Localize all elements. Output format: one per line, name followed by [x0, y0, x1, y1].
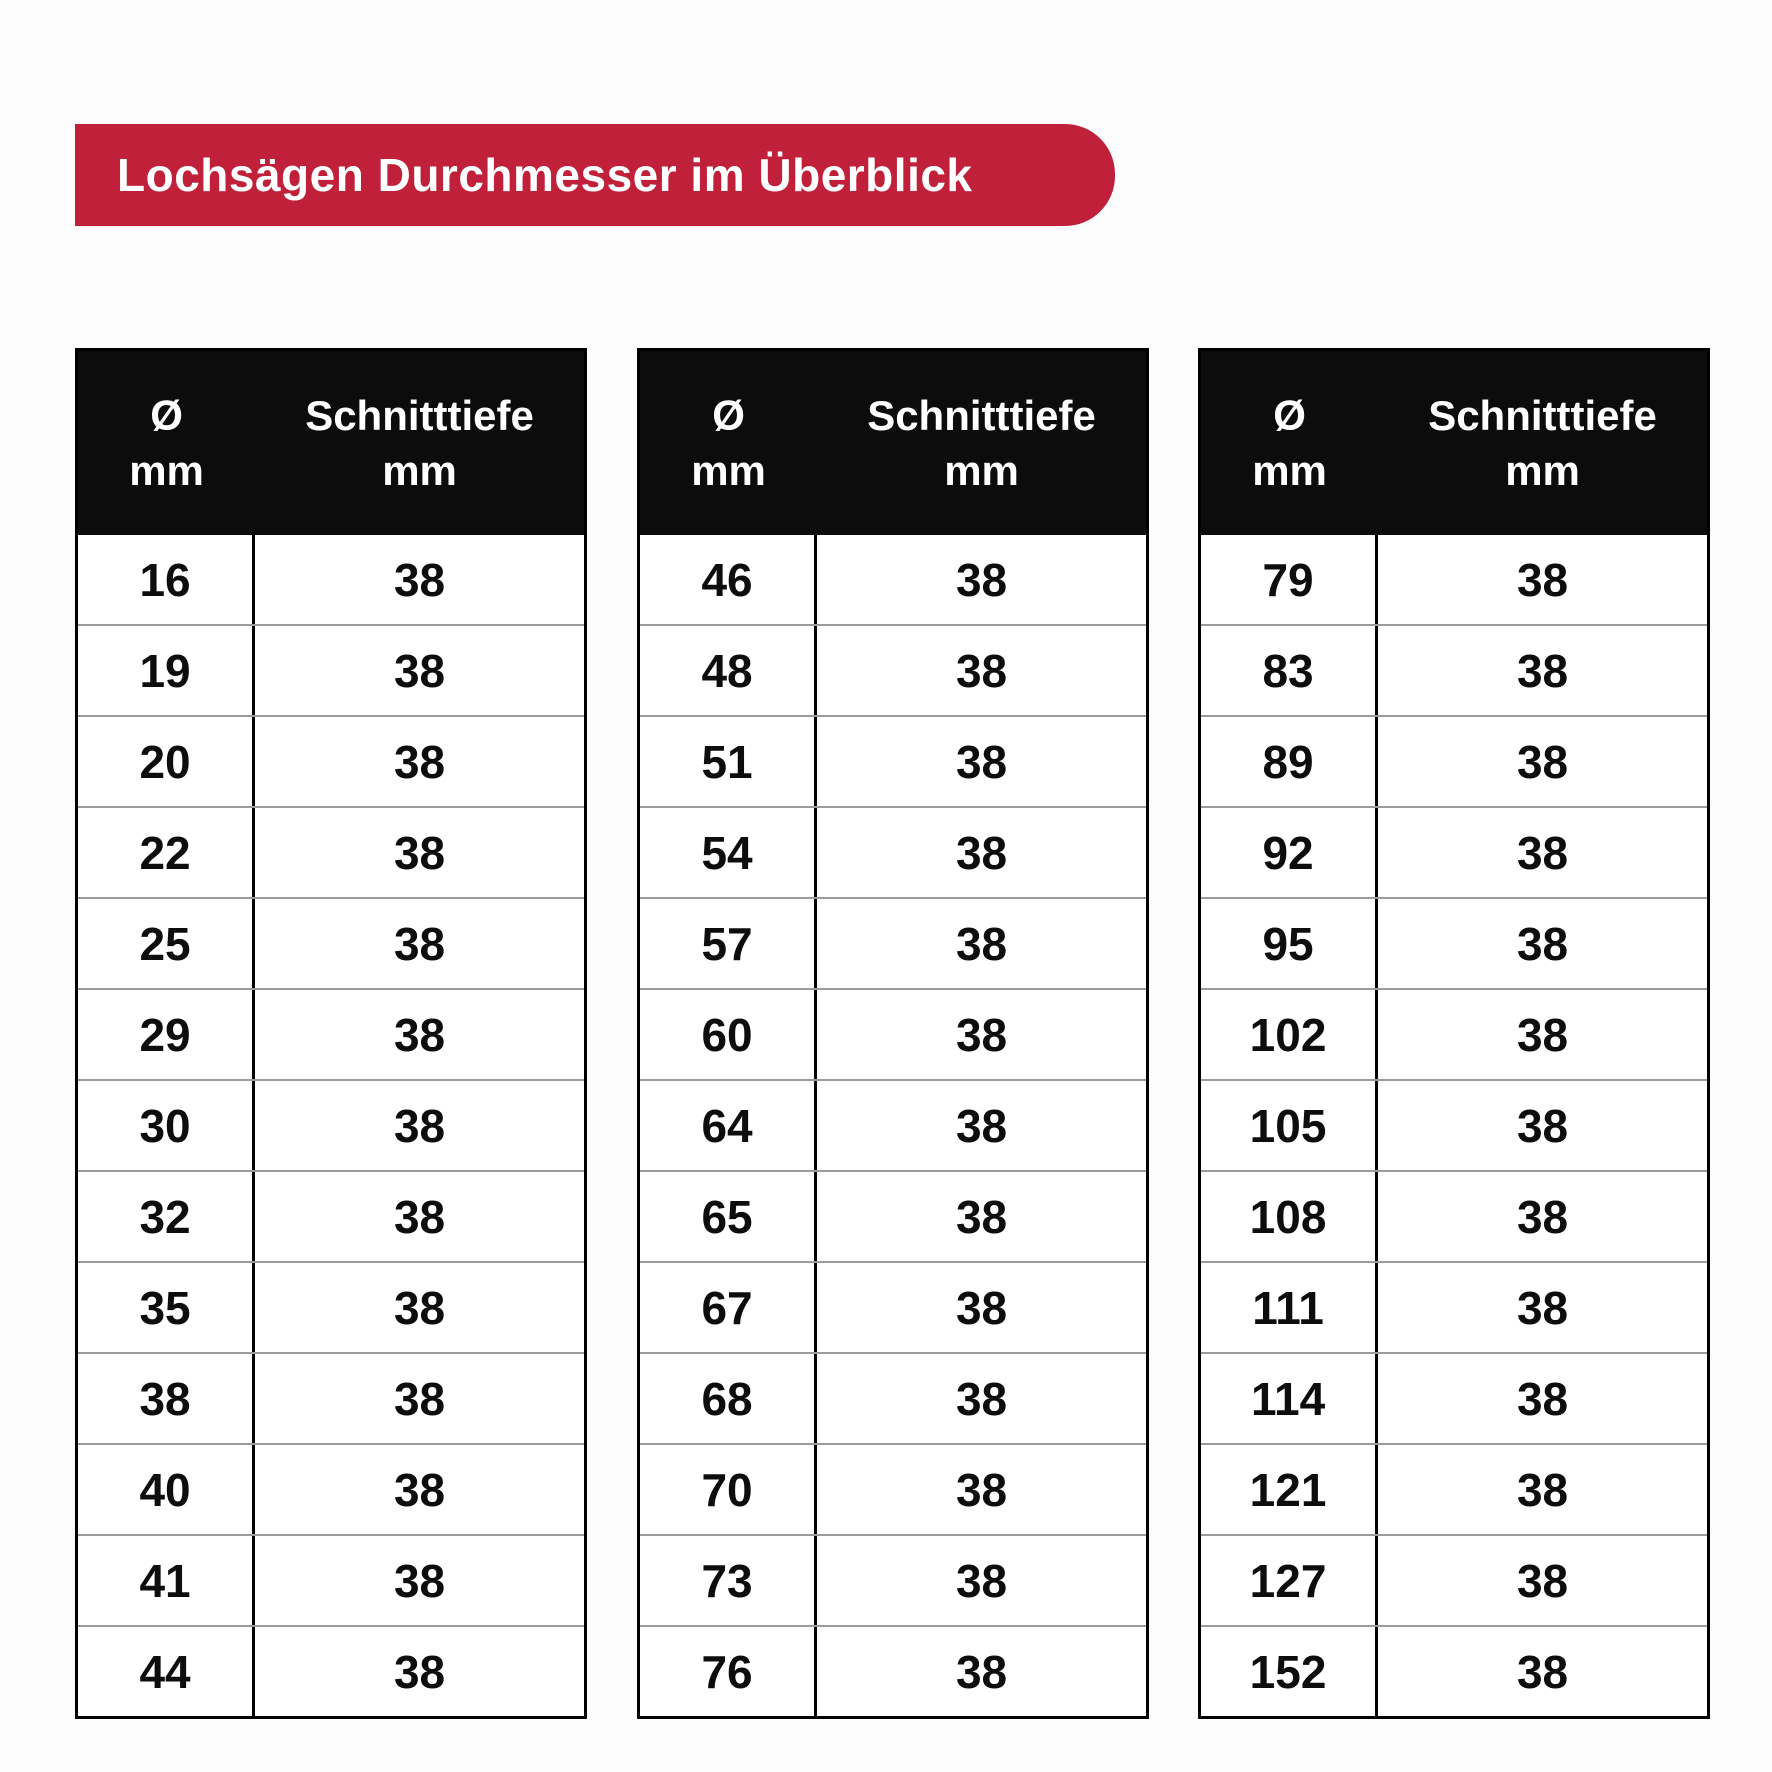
- table-row: [1201, 806, 1707, 897]
- cutting-depth-value: 38: [955, 1645, 1008, 1698]
- diameter-value: 22: [78, 808, 255, 897]
- diameter-value: 48: [640, 626, 817, 715]
- table-row: [1201, 1534, 1707, 1625]
- table-row: [1201, 1261, 1707, 1352]
- diameter-value: 79: [1201, 535, 1378, 624]
- diameter-value: 29: [78, 990, 255, 1079]
- diameter-value: 60: [640, 990, 817, 1079]
- cutting-depth-value: 38: [955, 1008, 1008, 1061]
- table-row: [640, 1261, 1146, 1352]
- cutting-depth-label: Schnitttiefe: [1428, 391, 1657, 439]
- cutting-depth-column-header: [817, 351, 1146, 535]
- table-row: [640, 988, 1146, 1079]
- table-row: [78, 1534, 584, 1625]
- table-row: [1201, 715, 1707, 806]
- table-row: [78, 715, 584, 806]
- table-row: [640, 1534, 1146, 1625]
- table-row: [1201, 1443, 1707, 1534]
- table-row: [640, 806, 1146, 897]
- cutting-depth-value: 38: [393, 735, 446, 788]
- cutting-depth-value: 38: [955, 1554, 1008, 1607]
- diameter-symbol: Ø: [712, 391, 745, 439]
- cutting-depth-value: 38: [1516, 1372, 1569, 1425]
- cutting-depth-value: 38: [955, 735, 1008, 788]
- table-header: [640, 351, 1146, 535]
- diameter-value: 65: [640, 1172, 817, 1261]
- table-row: [78, 535, 584, 624]
- diameter-value: 57: [640, 899, 817, 988]
- cutting-depth-value: 38: [393, 1281, 446, 1334]
- table-row: [640, 897, 1146, 988]
- cutting-depth-value: 38: [1516, 1190, 1569, 1243]
- table-row: [1201, 535, 1707, 624]
- cutting-depth-value: 38: [955, 826, 1008, 879]
- table-row: [1201, 1170, 1707, 1261]
- table-body: [640, 535, 1146, 1716]
- table-row: [1201, 1079, 1707, 1170]
- table-row: [78, 624, 584, 715]
- diameter-value: 70: [640, 1445, 817, 1534]
- diameter-value: 41: [78, 1536, 255, 1625]
- table-row: [78, 806, 584, 897]
- diameter-unit: mm: [129, 447, 204, 494]
- cutting-depth-label: Schnitttiefe: [305, 391, 534, 439]
- cutting-depth-value: 38: [1516, 917, 1569, 970]
- cutting-depth-value: 38: [1516, 1099, 1569, 1152]
- diameter-value: 108: [1201, 1172, 1378, 1261]
- title-banner: [75, 124, 1115, 226]
- diameter-unit: mm: [691, 447, 766, 494]
- table-row: [1201, 1352, 1707, 1443]
- cutting-depth-label: Schnitttiefe: [867, 391, 1096, 439]
- diameter-value: 76: [640, 1627, 817, 1716]
- diameter-column-header: [78, 351, 255, 535]
- cutting-depth-value: 38: [1516, 1281, 1569, 1334]
- diameter-value: 83: [1201, 626, 1378, 715]
- diameter-value: 89: [1201, 717, 1378, 806]
- diameter-value: 30: [78, 1081, 255, 1170]
- cutting-depth-value: 38: [955, 644, 1008, 697]
- diameter-value: 44: [78, 1627, 255, 1716]
- cutting-depth-value: 38: [393, 1645, 446, 1698]
- table-row: [640, 1170, 1146, 1261]
- cutting-depth-value: 38: [1516, 553, 1569, 606]
- diameter-value: 68: [640, 1354, 817, 1443]
- cutting-depth-column-header: [255, 351, 584, 535]
- diameter-value: 25: [78, 899, 255, 988]
- page-title: Lochsägen Durchmesser im Überblick: [117, 149, 973, 201]
- diameter-value: 16: [78, 535, 255, 624]
- cutting-depth-unit: mm: [382, 447, 457, 494]
- cutting-depth-value: 38: [393, 1190, 446, 1243]
- diameter-value: 114: [1201, 1354, 1378, 1443]
- diameter-value: 54: [640, 808, 817, 897]
- table-header: [78, 351, 584, 535]
- hole-saw-table-1: [75, 348, 587, 1719]
- cutting-depth-value: 38: [1516, 1554, 1569, 1607]
- table-row: [1201, 1625, 1707, 1716]
- table-row: [78, 1443, 584, 1534]
- cutting-depth-value: 38: [955, 1372, 1008, 1425]
- table-row: [640, 1443, 1146, 1534]
- cutting-depth-value: 38: [1516, 1463, 1569, 1516]
- cutting-depth-value: 38: [955, 1463, 1008, 1516]
- cutting-depth-value: 38: [393, 917, 446, 970]
- table-row: [78, 1079, 584, 1170]
- diameter-value: 105: [1201, 1081, 1378, 1170]
- diameter-value: 127: [1201, 1536, 1378, 1625]
- diameter-symbol: Ø: [150, 391, 183, 439]
- diameter-column-header: [640, 351, 817, 535]
- diameter-value: 152: [1201, 1627, 1378, 1716]
- cutting-depth-value: 38: [1516, 735, 1569, 788]
- cutting-depth-unit: mm: [1505, 447, 1580, 494]
- cutting-depth-unit: mm: [944, 447, 1019, 494]
- table-row: [1201, 624, 1707, 715]
- diameter-column-header: [1201, 351, 1378, 535]
- diameter-value: 121: [1201, 1445, 1378, 1534]
- cutting-depth-value: 38: [393, 1463, 446, 1516]
- table-body: [78, 535, 584, 1716]
- diameter-value: 64: [640, 1081, 817, 1170]
- cutting-depth-value: 38: [955, 917, 1008, 970]
- diameter-value: 102: [1201, 990, 1378, 1079]
- hole-saw-table-3: [1198, 348, 1710, 1719]
- table-row: [1201, 897, 1707, 988]
- cutting-depth-value: 38: [393, 644, 446, 697]
- table-row: [640, 624, 1146, 715]
- cutting-depth-value: 38: [393, 1099, 446, 1152]
- diameter-value: 51: [640, 717, 817, 806]
- diameter-value: 67: [640, 1263, 817, 1352]
- diameter-value: 35: [78, 1263, 255, 1352]
- diameter-value: 73: [640, 1536, 817, 1625]
- diameter-value: 92: [1201, 808, 1378, 897]
- diameter-value: 46: [640, 535, 817, 624]
- diameter-value: 38: [78, 1354, 255, 1443]
- diameter-value: 95: [1201, 899, 1378, 988]
- table-row: [640, 1352, 1146, 1443]
- diameter-value: 32: [78, 1172, 255, 1261]
- cutting-depth-value: 38: [393, 1554, 446, 1607]
- cutting-depth-value: 38: [393, 826, 446, 879]
- table-row: [640, 1079, 1146, 1170]
- cutting-depth-value: 38: [1516, 1645, 1569, 1698]
- table-header: [1201, 351, 1707, 535]
- table-row: [78, 1352, 584, 1443]
- table-row: [78, 897, 584, 988]
- table-row: [78, 1261, 584, 1352]
- table-row: [78, 1170, 584, 1261]
- cutting-depth-value: 38: [393, 1372, 446, 1425]
- cutting-depth-value: 38: [1516, 826, 1569, 879]
- table-row: [78, 1625, 584, 1716]
- diameter-value: 19: [78, 626, 255, 715]
- cutting-depth-value: 38: [1516, 1008, 1569, 1061]
- table-body: [1201, 535, 1707, 1716]
- table-row: [640, 1625, 1146, 1716]
- diameter-symbol: Ø: [1273, 391, 1306, 439]
- table-row: [1201, 988, 1707, 1079]
- table-row: [640, 715, 1146, 806]
- cutting-depth-value: 38: [1516, 644, 1569, 697]
- hole-saw-table-2: [637, 348, 1149, 1719]
- diameter-value: 40: [78, 1445, 255, 1534]
- cutting-depth-value: 38: [393, 1008, 446, 1061]
- table-row: [78, 988, 584, 1079]
- diameter-value: 20: [78, 717, 255, 806]
- table-row: [640, 535, 1146, 624]
- cutting-depth-value: 38: [393, 553, 446, 606]
- diameter-value: 111: [1201, 1263, 1378, 1352]
- cutting-depth-column-header: [1378, 351, 1707, 535]
- cutting-depth-value: 38: [955, 1281, 1008, 1334]
- cutting-depth-value: 38: [955, 1099, 1008, 1152]
- diameter-unit: mm: [1252, 447, 1327, 494]
- cutting-depth-value: 38: [955, 1190, 1008, 1243]
- cutting-depth-value: 38: [955, 553, 1008, 606]
